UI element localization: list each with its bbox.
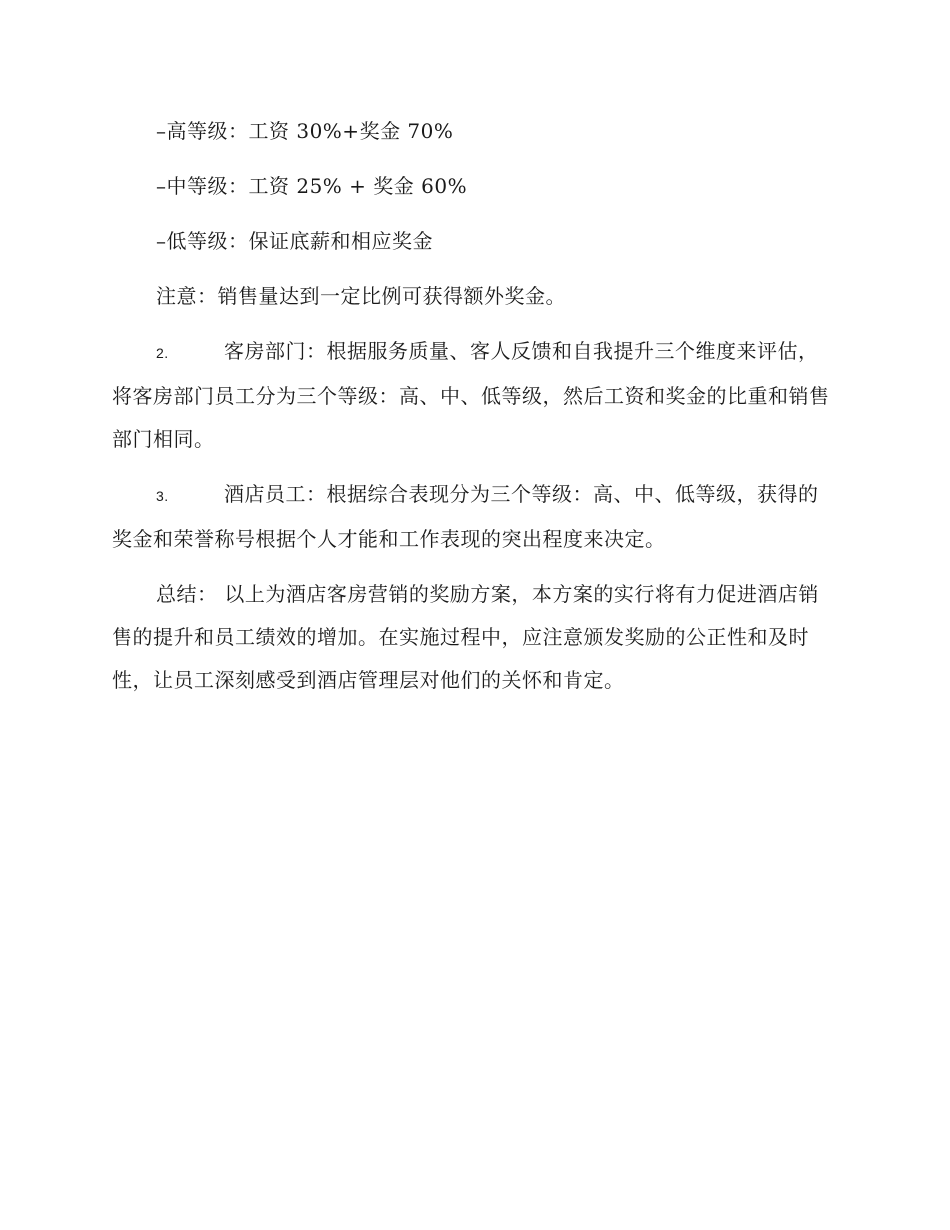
salary-mid-line: –中等级：工资 25% + 奖金 60% bbox=[156, 174, 468, 198]
list-item-hotel-staff bbox=[112, 473, 832, 561]
salary-low-line: –低等级：保证底薪和相应奖金 bbox=[156, 229, 433, 253]
list-item-text: 酒店员工：根据综合表现分为三个等级：高、中、低等级，获得的奖金和荣誉称号根据个人才能和工作表现的突出程度来决定。 bbox=[112, 482, 819, 551]
salary-high-line: –高等级：工资 30%+奖金 70% bbox=[156, 119, 454, 143]
list-item-number: 2. bbox=[156, 345, 169, 361]
note-paragraph: 注意：销售量达到一定比例可获得额外奖金。 bbox=[156, 284, 566, 308]
document-body bbox=[112, 110, 832, 714]
list-item-number: 3. bbox=[156, 488, 169, 504]
summary-paragraph: 总结： 以上为酒店客房营销的奖励方案，本方案的实行将有力促进酒店销售的提升和员工绩效的增加。在实施过程中，应注意颁发奖励的公正性和及时性，让员工深刻感受到酒店管理层对他们的关怀和肯定。 bbox=[112, 582, 819, 692]
list-item-housekeeping bbox=[112, 330, 832, 461]
list-item-text: 客房部门：根据服务质量、客人反馈和自我提升三个维度来评估，将客房部门员工分为三个等级：高、中、低等级，然后工资和奖金的比重和销售部门相同。 bbox=[112, 339, 830, 451]
